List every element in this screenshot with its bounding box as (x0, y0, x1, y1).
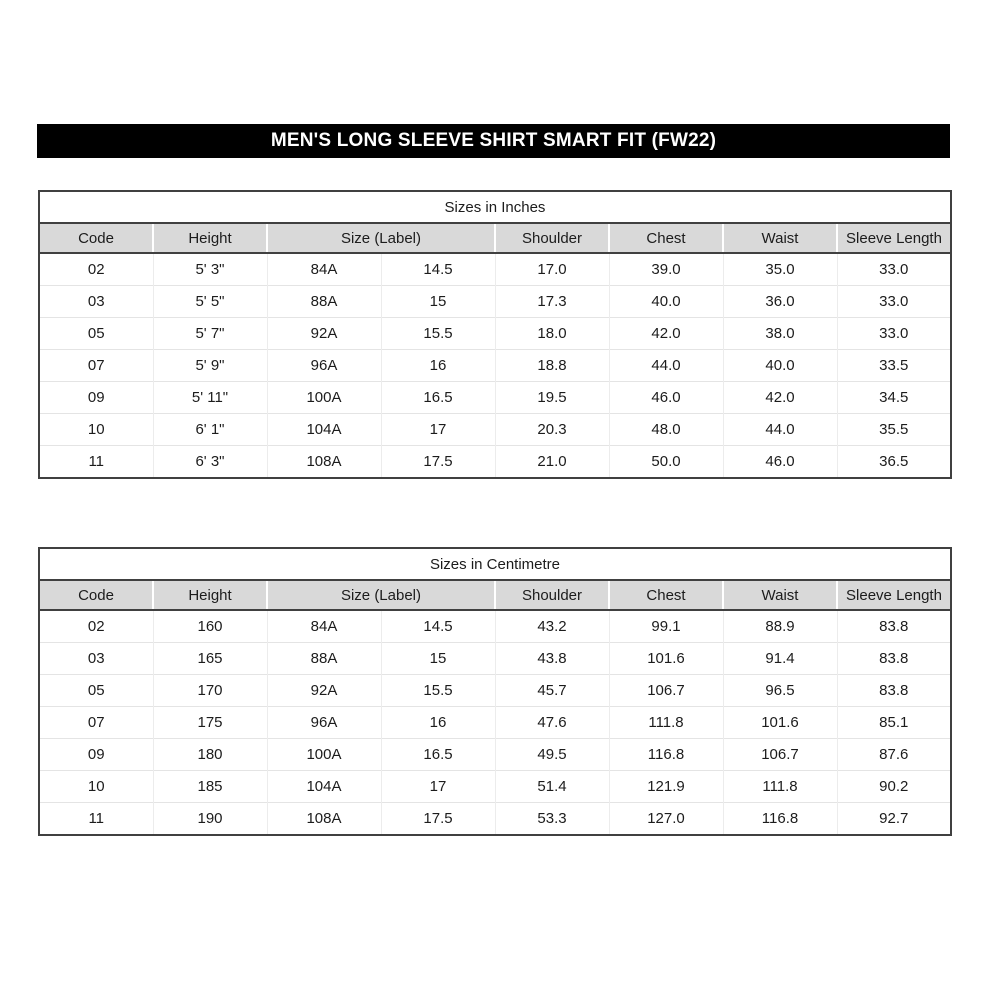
table-cell: 100A (267, 382, 381, 414)
table-cell: 5' 3" (153, 253, 267, 286)
table-cell: 108A (267, 446, 381, 479)
table-title-row (39, 548, 951, 580)
column-header-waist: Waist (723, 580, 837, 610)
table-row (39, 414, 951, 446)
table-row (39, 771, 951, 803)
title-banner (37, 124, 950, 158)
column-header-code: Code (39, 223, 153, 253)
table-cell: 33.0 (837, 253, 951, 286)
table-cell: 6' 3" (153, 446, 267, 479)
table-cell: 51.4 (495, 771, 609, 803)
table-cell: 44.0 (609, 350, 723, 382)
table-cell: 34.5 (837, 382, 951, 414)
table-row (39, 643, 951, 675)
column-header-size-label: Size (Label) (267, 580, 495, 610)
table-cell: 106.7 (723, 739, 837, 771)
table-cell: 88A (267, 286, 381, 318)
table-title-row (39, 191, 951, 223)
table-cell: 116.8 (723, 803, 837, 836)
table-title: Sizes in Centimetre (39, 548, 951, 580)
table-cell: 35.5 (837, 414, 951, 446)
table-cell: 5' 5" (153, 286, 267, 318)
table-cell: 45.7 (495, 675, 609, 707)
table-cell: 02 (87, 261, 105, 278)
table-cell: 108A (267, 803, 381, 836)
column-header-chest: Chest (609, 223, 723, 253)
table-cell: 14.5 (381, 253, 495, 286)
table-cell: 07 (39, 707, 153, 739)
column-header-shoulder: Shoulder (495, 580, 609, 610)
table-cell: 121.9 (609, 771, 723, 803)
table-cell: 40.0 (609, 286, 723, 318)
table-cell: 96A (267, 707, 381, 739)
table-cell: 170 (153, 675, 267, 707)
table-cell: 15 (381, 286, 495, 318)
table-cell: 43.2 (495, 610, 609, 643)
table-cell: 180 (153, 739, 267, 771)
table-cell: 48.0 (609, 414, 723, 446)
table-cell: 127.0 (609, 803, 723, 836)
table-cell: 10 (39, 414, 153, 446)
table-cell: 104A (267, 771, 381, 803)
table-cell: 07 (39, 350, 153, 382)
table-cell: 84A (267, 253, 381, 286)
column-header-height: Height (153, 580, 267, 610)
table-cell: 88.9 (723, 610, 837, 643)
table-cell: 99.1 (609, 610, 723, 643)
table-body (39, 610, 951, 835)
table-cell: 17 (381, 771, 495, 803)
table-cell: 18.0 (495, 318, 609, 350)
table-cell: 53.3 (495, 803, 609, 836)
table-cell: 11 (39, 803, 153, 836)
table-cell: 17.3 (495, 286, 609, 318)
table-cell: 185 (153, 771, 267, 803)
table-row (39, 350, 951, 382)
table-cell: 165 (153, 643, 267, 675)
table-cell: 17.0 (495, 253, 609, 286)
column-header-code: Code (39, 580, 153, 610)
size-table-centimetre (38, 547, 952, 836)
table-cell: 16.5 (381, 739, 495, 771)
table-cell: 90.2 (837, 771, 951, 803)
table-cell: 33.5 (837, 350, 951, 382)
table-cell: 15 (381, 643, 495, 675)
table-cell: 44.0 (723, 414, 837, 446)
table-cell: 92A (267, 318, 381, 350)
table-cell: 6' 1" (153, 414, 267, 446)
column-header-chest: Chest (609, 580, 723, 610)
table-cell: 46.0 (609, 382, 723, 414)
table-cell: 35.0 (723, 253, 837, 286)
table-cell: 116.8 (609, 739, 723, 771)
table-cell: 17.5 (381, 803, 495, 836)
table-cell: 16 (381, 707, 495, 739)
table-cell: 85.1 (837, 707, 951, 739)
table-cell: 43.8 (495, 643, 609, 675)
table-cell: 20.3 (495, 414, 609, 446)
column-header-sleeve-length: Sleeve Length (837, 223, 951, 253)
table-cell: 92.7 (837, 803, 951, 836)
table-cell: 5' 7" (153, 318, 267, 350)
table-cell: 101.6 (609, 643, 723, 675)
table-cell: 111.8 (609, 707, 723, 739)
table-row (39, 803, 951, 836)
table-cell: 21.0 (495, 446, 609, 479)
table-cell: 160 (153, 610, 267, 643)
table-cell: 15.5 (381, 318, 495, 350)
column-header-height: Height (153, 223, 267, 253)
table-cell: 16.5 (381, 382, 495, 414)
table-cell: 46.0 (723, 446, 837, 479)
table-cell: 106.7 (609, 675, 723, 707)
size-table-inches (38, 190, 952, 479)
table-cell: 19.5 (495, 382, 609, 414)
table-cell: 88A (267, 643, 381, 675)
table-cell: 39.0 (609, 253, 723, 286)
column-header-size-label: Size (Label) (267, 223, 495, 253)
table-cell: 17 (381, 414, 495, 446)
table-cell: 47.6 (495, 707, 609, 739)
table-cell: 33.0 (837, 286, 951, 318)
table-cell: 175 (153, 707, 267, 739)
table-cell: 05 (39, 675, 153, 707)
page-title: MEN'S LONG SLEEVE SHIRT SMART FIT (FW22) (270, 130, 717, 151)
table-row (39, 318, 951, 350)
table-title: Sizes in Inches (39, 191, 951, 223)
table-cell: 38.0 (723, 318, 837, 350)
table-cell: 42.0 (609, 318, 723, 350)
table-cell: 14.5 (381, 610, 495, 643)
table-row (39, 610, 951, 643)
table-cell: 104A (267, 414, 381, 446)
table-cell: 18.8 (495, 350, 609, 382)
table-cell: 09 (39, 739, 153, 771)
column-header-waist: Waist (723, 223, 837, 253)
table-cell: 5' 9" (153, 350, 267, 382)
table-cell: 17.5 (381, 446, 495, 479)
column-header-sleeve-length: Sleeve Length (837, 580, 951, 610)
table-cell: 36.5 (837, 446, 951, 479)
table-cell: 49.5 (495, 739, 609, 771)
table-cell: 40.0 (723, 350, 837, 382)
table-cell: 11 (39, 446, 153, 479)
table-cell: 96.5 (723, 675, 837, 707)
table-cell: 10 (39, 771, 153, 803)
table-cell: 15.5 (381, 675, 495, 707)
table-row (39, 675, 951, 707)
table-row (39, 707, 951, 739)
table-cell: 03 (39, 286, 153, 318)
table-cell: 83.8 (837, 610, 951, 643)
table-cell: 05 (39, 318, 153, 350)
table-cell: 111.8 (723, 771, 837, 803)
table-row (39, 253, 951, 286)
table-body (39, 253, 951, 478)
table-cell: 83.8 (837, 675, 951, 707)
table-cell: 33.0 (837, 318, 951, 350)
table-cell: 42.0 (723, 382, 837, 414)
table-cell: 09 (39, 382, 153, 414)
table-cell: 96A (267, 350, 381, 382)
table-header-row (39, 223, 951, 253)
table-cell: 83.8 (837, 643, 951, 675)
table-cell: 16 (381, 350, 495, 382)
table-cell: 03 (39, 643, 153, 675)
table-cell: 36.0 (723, 286, 837, 318)
table-cell: 5' 11" (153, 382, 267, 414)
table-row (39, 446, 951, 479)
table-cell: 50.0 (609, 446, 723, 479)
column-header-shoulder: Shoulder (495, 223, 609, 253)
table-cell: 100A (267, 739, 381, 771)
table-cell: 02 (87, 618, 105, 635)
table-cell: 87.6 (837, 739, 951, 771)
table-row (39, 739, 951, 771)
table-cell: 190 (153, 803, 267, 836)
table-cell: 91.4 (723, 643, 837, 675)
table-row (39, 286, 951, 318)
table-cell: 84A (267, 610, 381, 643)
table-row (39, 382, 951, 414)
table-header-row (39, 580, 951, 610)
table-cell: 101.6 (723, 707, 837, 739)
table-cell: 92A (267, 675, 381, 707)
